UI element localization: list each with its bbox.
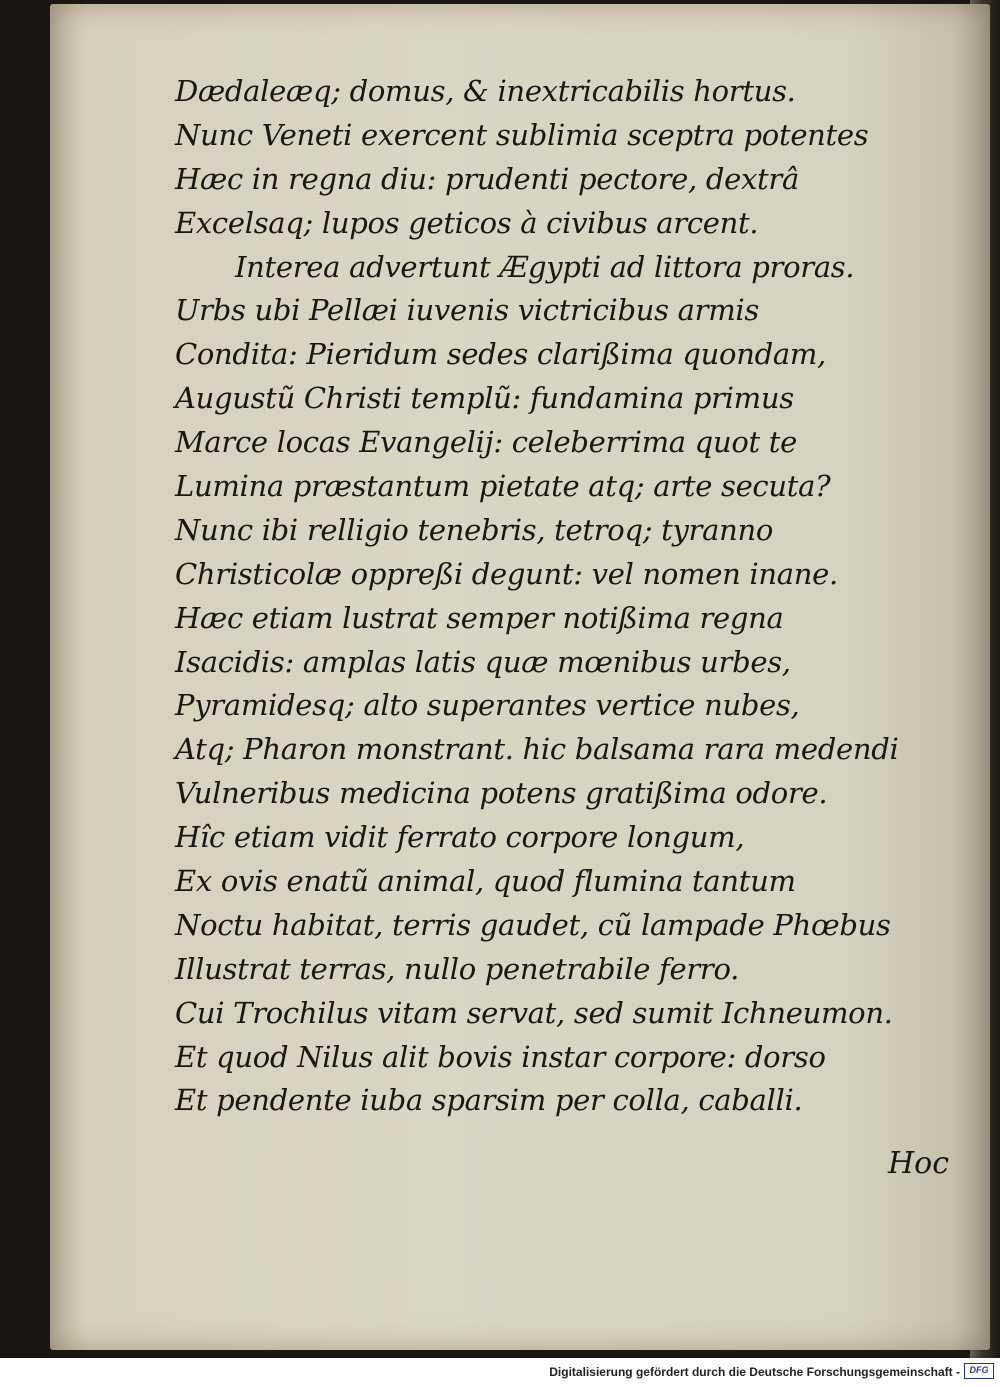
text-line: Pyramidesq; alto superantes vertice nubes,: [175, 688, 800, 723]
text-line: Nunc Veneti exercent sublimia sceptra potentes: [175, 117, 869, 152]
text-line: Ex ovis enatũ animal, quod flumina tantum: [175, 864, 796, 899]
text-line: Lumina præstantum pietate atq; arte secuta?: [175, 469, 831, 504]
text-line: Urbs ubi Pellæi iuvenis victricibus armis: [175, 293, 759, 328]
text-line: Augustũ Christi templũ: fundamina primus: [175, 381, 794, 416]
text-line: Et quod Nilus alit bovis instar corpore: dorso: [175, 1039, 826, 1074]
text-line: Interea advertunt Ægypti ad littora proras.: [235, 249, 855, 284]
poem-text-block: [175, 70, 965, 1123]
text-line: Vulneribus medicina potens gratißima odore.: [175, 776, 828, 811]
text-line: Cui Trochilus vitam servat, sed sumit Ichneumon.: [175, 995, 893, 1030]
text-line: Illustrat terras, nullo penetrabile ferro.: [175, 951, 740, 986]
text-line: Condita: Pieridum sedes clarißima quondam,: [175, 337, 826, 372]
text-line: Nunc ibi relligio tenebris, tetroq; tyranno: [175, 512, 774, 547]
text-line: Hæc etiam lustrat semper notißima regna: [175, 600, 784, 635]
text-line: Hîc etiam vidit ferrato corpore longum,: [175, 820, 745, 855]
text-line: Isacidis: amplas latis quæ mœnibus urbes,: [175, 644, 791, 679]
dfg-logo: DFG: [964, 1363, 994, 1379]
catchword: Hoc: [888, 1146, 950, 1181]
text-line: Et pendente iuba sparsim per colla, caballi.: [175, 1083, 803, 1118]
text-line: Christicolæ oppreßi degunt: vel nomen inane.: [175, 556, 838, 591]
text-line: Noctu habitat, terris gaudet, cũ lampade Phœbus: [175, 907, 891, 942]
text-line: Marce locas Evangelij: celeberrima quot te: [175, 425, 797, 460]
funding-credit: Digitalisierung gefördert durch die Deutsche Forschungsgemeinschaft -: [549, 1365, 960, 1379]
footer-bar: [0, 1358, 1000, 1387]
text-line: Atq; Pharon monstrant. hic balsama rara medendi: [175, 732, 899, 767]
text-line: Dædaleæq; domus, & inextricabilis hortus.: [175, 74, 796, 108]
text-line: Hæc in regna diu: prudenti pectore, dextrâ: [175, 161, 799, 196]
text-line: Excelsaq; lupos geticos à civibus arcent.: [175, 205, 759, 240]
